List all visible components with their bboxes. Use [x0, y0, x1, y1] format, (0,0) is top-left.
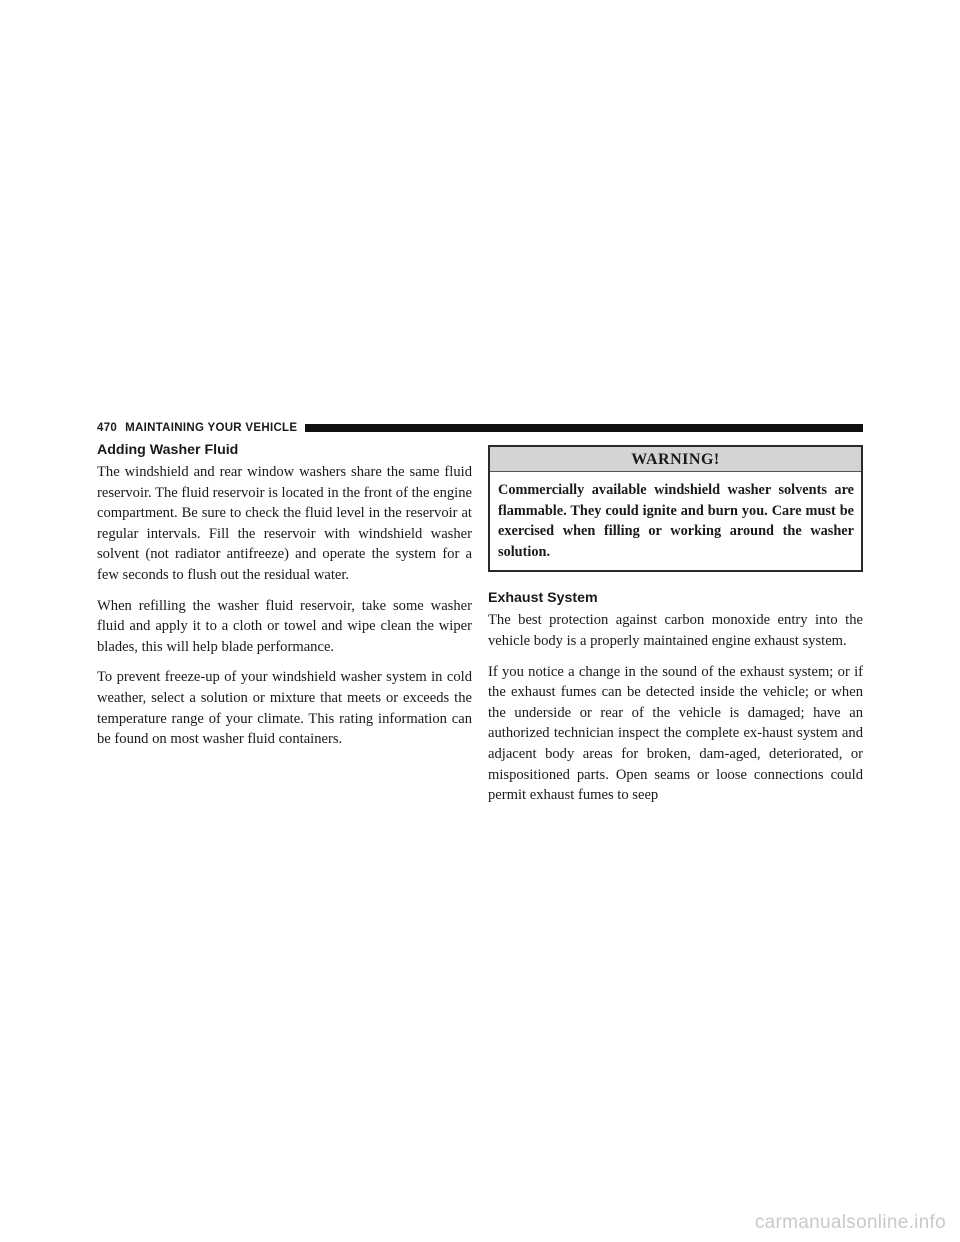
page-header	[97, 420, 863, 436]
section-title: MAINTAINING YOUR VEHICLE	[125, 422, 298, 434]
page-number: 470	[97, 422, 118, 434]
washer-fluid-heading: Adding Washer Fluid	[97, 442, 239, 458]
exhaust-system-paragraph: If you notice a change in the sound of the exhaust system; or if the exhaust fumes can be detected inside the vehicle; or when the underside or rear of the vehicle is damaged; have an authorized technician inspect the complete ex-haust system and adjacent body areas for broken, dam-aged, deteriorated, or mispositioned parts. Open seams or loose connections could permit exhaust fumes to seep	[488, 663, 863, 804]
washer-fluid-paragraph: To prevent freeze-up of your windshield washer system in cold weather, select a solution or mixture that meets or exceeds the temperature range of your climate. This rating information can be found on most washer fluid containers.	[97, 669, 472, 748]
exhaust-system-paragraph: The best protection against carbon monoxide entry into the vehicle body is a properly maintained engine exhaust system.	[488, 612, 863, 649]
warning-box	[488, 445, 863, 572]
warning-title: WARNING!	[490, 447, 861, 472]
left-column	[97, 441, 472, 760]
washer-fluid-paragraph: When refilling the washer fluid reservoir, take some washer fluid and apply it to a cloth or towel and wipe clean the wiper blades, this will help blade performance.	[97, 597, 472, 655]
right-column	[488, 445, 863, 816]
washer-fluid-paragraph: The windshield and rear window washers share the same fluid reservoir. The fluid reservoir is located in the front of the engine compartment. Be sure to check the fluid level in the reservoir at regular intervals. Fill the reservoir with windshield washer solvent (not radiator antifreeze) and operate the system for a few seconds to flush out the residual water.	[97, 464, 472, 583]
warning-text: Commercially available windshield washer solvents are flammable. They could ignite and burn you. Care must be exercised when filling or working around the washer solution.	[498, 482, 854, 560]
watermark: carmanualsonline.info	[754, 1212, 946, 1233]
header-rule	[305, 424, 863, 432]
exhaust-system-heading: Exhaust System	[488, 590, 598, 607]
